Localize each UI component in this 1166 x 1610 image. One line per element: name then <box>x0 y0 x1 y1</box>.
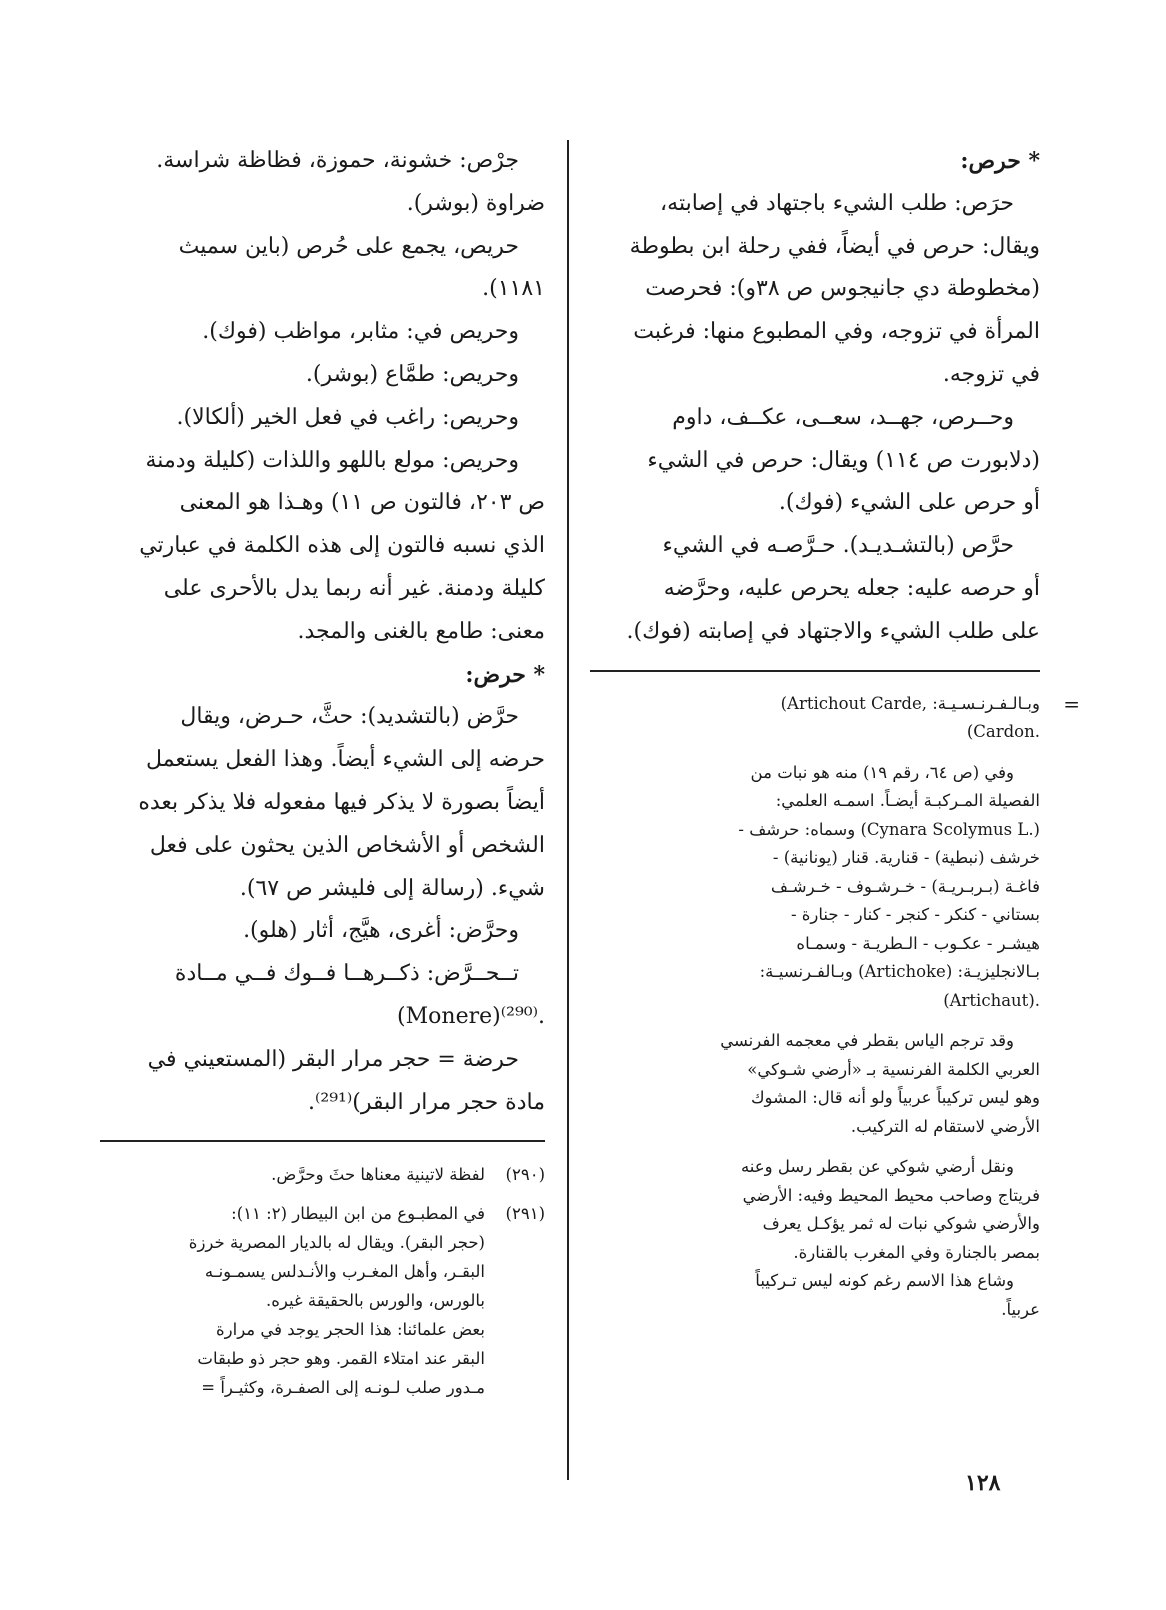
paragraph-line: وحريص: مولع باللهو واللذات (كليلة ودمنة <box>145 447 519 473</box>
entry-line: أيضاً بصورة لا يذكر فيها مفعوله فلا يذكر بعده <box>138 789 545 815</box>
paragraph-line: جرْص: خشونة، حموزة، فظاظة شراسة. <box>156 148 519 173</box>
footnote-line: وشاع هذا الاسم رغم كونه ليس تـركيباً <box>755 1271 1014 1291</box>
entry-line: حرَص: طلب الشيء باجتهاد في إصابته، <box>660 190 1014 216</box>
entry-line: حرَّض (بالتشديد): حثَّ، حـرض، ويقال <box>180 704 519 730</box>
entry-line: شيء. (رسالة إلى فليشر ص ٦٧). <box>239 875 545 901</box>
footnote-line: بستاني - كنكر - كنجر - كنار - جنارة - <box>790 905 1040 925</box>
footnote-line: الفصيلة المـركبـة أيضـاً. اسمـه العلمي: <box>775 791 1040 811</box>
column-divider <box>567 140 569 1480</box>
paragraph-line: وحريص: طمَّاع (بوشر). <box>305 361 519 387</box>
footnote-line: لفظة لاتينية معناها حثَ وحرَّض. <box>271 1165 485 1185</box>
entry-line: حرضه إلى الشيء أيضاً. وهذا الفعل يستعمل <box>146 747 545 773</box>
footnote-line: مـدور صلب لـونـه إلى الصفـرة، وكثيـراً = <box>201 1378 485 1398</box>
footnote <box>100 1160 545 1189</box>
entry-heading: * حرض: <box>465 661 545 688</box>
paragraph-line: .⁽²⁹⁰⁾(Monere) <box>397 1003 545 1029</box>
paragraph <box>100 910 545 1038</box>
paragraph <box>100 140 545 226</box>
footnote-line: في المطبـوع من ابن البيطار (٢: ١١): <box>231 1204 485 1224</box>
footnote-line: وفي (ص ٦٤، رقم ١٩) منه هو نبات من <box>750 762 1014 782</box>
footnote-paragraph <box>590 759 1040 1016</box>
paragraph-line: مادة حجر مرار البقر)⁽²⁹¹⁾. <box>308 1089 545 1115</box>
paragraph-line: حريص، يجمع على حُرص (باين سميث <box>178 233 519 259</box>
footnote <box>100 1199 545 1402</box>
footnote-line: العربي الكلمة الفرنسية بـ «أرضي شـوكي» <box>747 1059 1040 1079</box>
footnote-line: .(Artichaut) <box>943 990 1040 1010</box>
paragraph-line: وحريص في: مثابر، مواظب (فوك). <box>202 319 519 345</box>
paragraph-line: ١١٨١). <box>482 276 545 302</box>
paragraph-line: تــحــرَّض: ذكــرهــا فــوك فــي مــادة <box>174 961 519 987</box>
footnote-line: بمصر بالجنارة وفي المغرب بالقنارة. <box>793 1242 1040 1262</box>
footnote-number: (٢٩١) <box>505 1204 545 1224</box>
footnote-line: بـالانجليزيـة: (Artichoke) وبـالفـرنسيـة: <box>759 962 1040 982</box>
paragraph-line: وحرَّض: أغرى، هيَّج، أثار (هلو). <box>243 918 519 944</box>
paragraph-line: ضراوة (بوشر). <box>406 190 545 216</box>
footnote-paragraph <box>590 1267 1040 1324</box>
footnote-text <box>100 1160 485 1189</box>
left-column <box>100 140 545 1412</box>
paragraph <box>100 311 545 653</box>
footnote-divider <box>100 1140 545 1142</box>
footnote-line: وقد ترجم الياس بقطر في معجمه الفرنسي <box>720 1031 1014 1051</box>
footnote-line: (حجر البقر). ويقال له بالديار المصرية خرزة <box>188 1233 485 1253</box>
footnote-line: وهو ليس تركيباً عربياً ولو أنه قال: المشوك <box>750 1088 1040 1108</box>
paragraph-line: وحريص: راغب في فعل الخير (ألكالا). <box>176 404 519 430</box>
entry-block-harad <box>100 654 545 911</box>
footnote-line: فريتاج وصاحب محيط المحيط وفيه: الأرضي <box>742 1185 1040 1205</box>
footnote-line: الأرضي لاستقام له التركيب. <box>850 1116 1040 1136</box>
continued-footnote-text <box>590 690 1040 747</box>
footnote-line: عربياً. <box>1001 1299 1040 1319</box>
entry-line: ويقال: حرص في أيضاً، ففي رحلة ابن بطوطة <box>629 233 1040 259</box>
paragraph-line: حرَّص (بالتشـديـد). حـرَّصـه في الشيء <box>662 533 1014 559</box>
footnote-line: (.Cynara Scolymus L) وسماه: حرشف - <box>738 819 1040 839</box>
paragraph-line: (دلابورت ص ١١٤) ويقال: حرص في الشيء <box>647 447 1040 473</box>
footnote-line: خرشف (نبطية) - قنارية. قنار (يونانية) - <box>772 848 1040 868</box>
paragraph <box>100 1039 545 1125</box>
footnote-line: ونقل أرضي شوكي عن بقطر رسل وعنه <box>740 1157 1014 1177</box>
footnote-line: وبـالـفـرنـسـيـة: ,Artichout Carde) <box>780 693 1040 713</box>
continued-footnote <box>590 690 1080 1325</box>
right-column <box>590 140 1080 1324</box>
footnote-number: (٢٩٠) <box>505 1165 545 1185</box>
footnote-line: .Cardon) <box>966 722 1040 742</box>
paragraph <box>590 525 1040 653</box>
entry-heading: * حرص: <box>960 148 1040 174</box>
footnote-paragraph <box>590 1027 1040 1141</box>
continuation-mark: = <box>1063 691 1080 716</box>
entry-line: الشخص أو الأشخاص الذين يحثون على فعل <box>149 832 545 858</box>
entry-line: (مخطوطة دي جانيجوس ص ٣٨و): فحرصت <box>645 276 1040 302</box>
paragraph-line: الذي نسبه فالتون إلى هذه الكلمة في عبارتي <box>139 533 545 559</box>
paragraph-line: أو حرص على الشيء (فوك). <box>778 490 1040 516</box>
paragraph-line: على طلب الشيء والاجتهاد في إصابته (فوك). <box>626 618 1040 644</box>
paragraph-line: ص ٢٠٣، فالتون ص ١١) وهـذا هو المعنى <box>179 490 545 516</box>
paragraph-line: معنى: طامع بالغنى والمجد. <box>297 618 545 644</box>
footnote-line: والأرضي شوكي نبات له ثمر يؤكـل يعرف <box>762 1214 1040 1234</box>
footnote-text <box>100 1199 485 1402</box>
footnote-line: البقـر، وأهل المغـرب والأنـدلس يسمـونـه <box>204 1262 485 1282</box>
entry-block-haras <box>590 140 1040 397</box>
paragraph-line: حرضة = حجر مرار البقر (المستعيني في <box>147 1046 519 1072</box>
paragraph-line: أو حرصه عليه: جعله يحرص عليه، وحرَّضه <box>663 575 1040 601</box>
footnote-line: البقر عند امتلاء القمر. وهو حجر ذو طبقات <box>197 1349 485 1369</box>
paragraph <box>590 397 1040 525</box>
entry-line: في تزوجه. <box>942 361 1040 387</box>
entry-line: المرأة في تزوجه، وفي المطبوع منها: فرغبت <box>633 319 1040 345</box>
footnote-line: بعض علمائنا: هذا الحجر يوجد في مرارة <box>216 1320 485 1340</box>
paragraph-line: كليلة ودمنة. غير أنه ربما يدل بالأحرى على <box>163 575 545 601</box>
paragraph <box>100 226 545 312</box>
footnote-line: هيشـر - عكـوب - الـطريـة - وسمـاه <box>796 933 1040 953</box>
paragraph-line: وحــرص، جهــد، سعــى، عكــف، داوم <box>672 404 1014 430</box>
footnote-line: بالورس، والورس بالحقيقة غيره. <box>266 1291 485 1311</box>
footnote-divider <box>590 670 1040 672</box>
page-number: ١٢٨ <box>965 1470 1001 1496</box>
footnote-line: فاغـة (بـربـريـة) - خـرشـوف - خـرشـف <box>770 876 1040 896</box>
footnote-paragraph <box>590 1153 1040 1267</box>
